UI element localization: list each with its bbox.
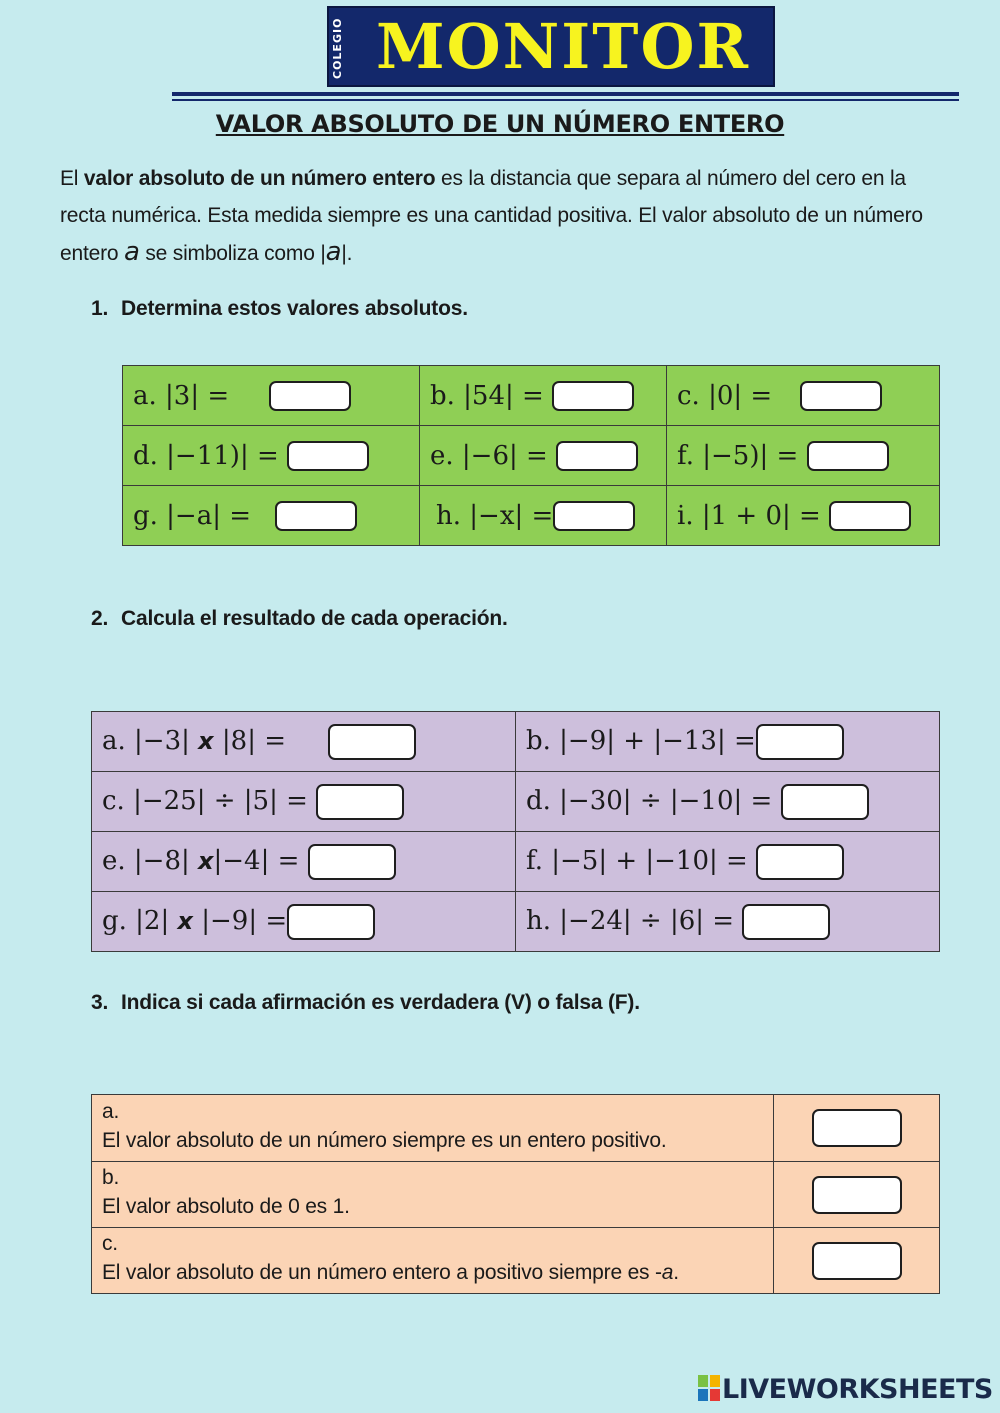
- section2-heading-text: Calcula el resultado de cada operación.: [121, 607, 508, 630]
- footer-brand-text: LIVEWORKSHEETS: [722, 1374, 993, 1405]
- exercise-expression: d. |−30| ÷ |−10| =: [526, 785, 773, 816]
- operations-table: [91, 711, 940, 952]
- page-title: VALOR ABSOLUTO DE UN NÚMERO ENTERO: [215, 110, 785, 138]
- header-rule: [172, 92, 959, 96]
- answer-input[interactable]: [756, 724, 844, 760]
- table-row: [92, 892, 940, 952]
- liveworksheets-brand: [698, 1374, 993, 1410]
- liveworksheets-icon: [698, 1375, 720, 1401]
- statement-label: b.: [102, 1166, 120, 1189]
- true-false-input[interactable]: [812, 1242, 902, 1280]
- exercise-expression: e. |−8|: [102, 845, 199, 876]
- answer-input[interactable]: [287, 904, 375, 940]
- multiply-symbol: x: [198, 846, 214, 875]
- statement-text: [102, 1256, 742, 1289]
- exercise-expression: b. |−9| + |−13| =: [526, 725, 756, 756]
- table-row: [92, 712, 940, 772]
- answer-input[interactable]: [328, 724, 416, 760]
- exercise-expression: g. |−a| =: [133, 501, 252, 531]
- true-false-input[interactable]: [812, 1176, 902, 1214]
- answer-input[interactable]: [807, 441, 889, 471]
- section3-number: 3.: [91, 991, 109, 1014]
- table-row: [92, 1228, 940, 1294]
- answer-input[interactable]: [800, 381, 882, 411]
- table-row: [123, 426, 940, 486]
- exercise-expression-end: |−4| =: [213, 845, 300, 876]
- answer-input[interactable]: [742, 904, 830, 940]
- table-cell: [516, 892, 940, 952]
- section1-heading-text: Determina estos valores absolutos.: [121, 297, 468, 320]
- table-cell: [92, 832, 516, 892]
- exercise-expression: h. |−x| =: [436, 501, 554, 531]
- multiply-symbol: x: [177, 906, 193, 935]
- statement-text: El valor absoluto de un número siempre es un entero positivo.: [102, 1128, 667, 1152]
- section2-heading: [91, 607, 508, 631]
- statement-text-main: El valor absoluto de un número entero a positivo siempre es -: [102, 1261, 662, 1284]
- answer-input[interactable]: [756, 844, 844, 880]
- absolute-values-table: [122, 365, 940, 546]
- answer-input[interactable]: [552, 381, 634, 411]
- exercise-expression: a. |−3|: [102, 725, 199, 756]
- statement-variable: a: [661, 1261, 674, 1284]
- table-cell: [92, 1095, 774, 1162]
- statement-text-end: .: [673, 1261, 679, 1284]
- table-cell: [123, 366, 420, 426]
- table-cell: [420, 426, 667, 486]
- exercise-expression: f. |−5| + |−10| =: [526, 845, 748, 876]
- logo-wordmark: MONITOR: [376, 10, 750, 83]
- table-cell: [516, 832, 940, 892]
- exercise-expression: a. |3| =: [133, 381, 230, 411]
- exercise-expression-end: |8| =: [213, 725, 287, 756]
- table-cell: [92, 1228, 774, 1294]
- logo-colegio-label: COLEGIO: [331, 17, 344, 79]
- intro-text-3: se simboliza como |: [139, 242, 326, 265]
- school-logo: [327, 6, 775, 87]
- section3-heading: [91, 991, 640, 1015]
- section3-heading-text: Indica si cada afirmación es verdadera (V) o falsa (F).: [121, 991, 640, 1014]
- table-cell: [92, 1162, 774, 1228]
- table-cell: [420, 366, 667, 426]
- intro-text-2: es la distancia que separa al número del cero en la recta numérica. Esta medida siempre es una cantidad positiva. El valor absoluto de un número entero: [60, 167, 923, 265]
- header-rule-thin: [172, 99, 959, 101]
- table-cell: [123, 426, 420, 486]
- answer-input[interactable]: [781, 784, 869, 820]
- table-cell: [667, 426, 940, 486]
- table-row: [92, 832, 940, 892]
- table-row: [123, 486, 940, 546]
- intro-paragraph: [60, 160, 950, 272]
- statement-text: El valor absoluto de 0 es 1.: [102, 1195, 350, 1218]
- table-row: [92, 1095, 940, 1162]
- table-row: [92, 772, 940, 832]
- statement-label: a.: [102, 1099, 120, 1123]
- true-false-table: [91, 1094, 940, 1294]
- exercise-expression: h. |−24| ÷ |6| =: [526, 905, 735, 936]
- table-cell: [667, 366, 940, 426]
- table-cell: [92, 772, 516, 832]
- table-cell: [516, 772, 940, 832]
- exercise-expression: c. |−25| ÷ |5| =: [102, 785, 308, 816]
- answer-input[interactable]: [269, 381, 351, 411]
- answer-input[interactable]: [553, 501, 635, 531]
- exercise-expression-end: |−9| =: [192, 905, 288, 936]
- table-cell: [774, 1095, 940, 1162]
- table-cell: [420, 486, 667, 546]
- exercise-expression: f. |−5)| =: [677, 441, 799, 471]
- table-cell: [774, 1162, 940, 1228]
- answer-input[interactable]: [316, 784, 404, 820]
- exercise-expression: e. |−6| =: [430, 441, 548, 471]
- exercise-expression: b. |54| =: [430, 381, 544, 411]
- table-cell: [123, 486, 420, 546]
- section1-heading: [91, 297, 468, 321]
- statement-label: c.: [102, 1232, 118, 1255]
- intro-text-1: El: [60, 167, 84, 190]
- intro-bold-term: valor absoluto de un número entero: [83, 167, 436, 190]
- exercise-expression: c. |0| =: [677, 381, 773, 411]
- intro-variable-a: a: [123, 237, 140, 267]
- table-cell: [667, 486, 940, 546]
- exercise-expression: g. |2|: [102, 905, 178, 936]
- table-cell: [774, 1228, 940, 1294]
- exercise-expression: d. |−11)| =: [133, 441, 279, 471]
- exercise-expression: i. |1 + 0| =: [677, 501, 821, 531]
- answer-input[interactable]: [275, 501, 357, 531]
- intro-variable-a-abs: a: [325, 237, 342, 267]
- true-false-input[interactable]: [812, 1109, 902, 1147]
- answer-input[interactable]: [287, 441, 369, 471]
- section1-number: 1.: [91, 297, 109, 320]
- section2-number: 2.: [91, 607, 109, 630]
- answer-input[interactable]: [308, 844, 396, 880]
- table-cell: [92, 892, 516, 952]
- table-row: [123, 366, 940, 426]
- answer-input[interactable]: [556, 441, 638, 471]
- intro-text-4: |.: [341, 242, 353, 265]
- table-cell: [92, 712, 516, 772]
- multiply-symbol: x: [198, 726, 214, 755]
- answer-input[interactable]: [829, 501, 911, 531]
- table-row: [92, 1162, 940, 1228]
- table-cell: [516, 712, 940, 772]
